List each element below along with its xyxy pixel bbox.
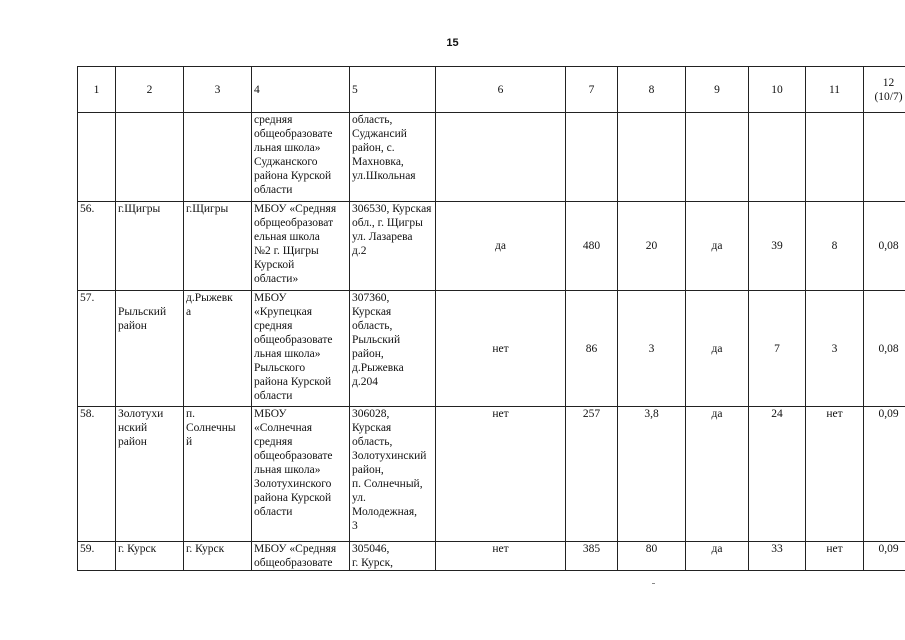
cell-col11: 8 bbox=[806, 202, 864, 291]
scan-artifact bbox=[652, 583, 655, 584]
cell-col11: 3 bbox=[806, 291, 864, 407]
cell-col9 bbox=[686, 113, 749, 202]
cell-settlement: г. Курск bbox=[184, 542, 252, 571]
page-number: 15 bbox=[446, 37, 459, 49]
cell-address: область, Суджансий район, с. Махновка, ул.Школьная bbox=[350, 113, 436, 202]
header-row bbox=[78, 67, 905, 113]
cell-address: 305046, г. Курск, bbox=[350, 542, 436, 571]
cell-school-name: МБОУ «Крупецкая средняя общеобразовате льная школа» Рыльского района Курской области bbox=[252, 291, 350, 407]
cell-col7: 385 bbox=[566, 542, 618, 571]
column-header-4: 4 bbox=[252, 67, 350, 113]
cell-col7: 86 bbox=[566, 291, 618, 407]
cell-col10: 33 bbox=[749, 542, 806, 571]
table-row-58 bbox=[78, 407, 905, 542]
cell-district: Рыльский район bbox=[116, 291, 184, 407]
cell-col6: нет bbox=[436, 291, 566, 407]
table-row-59 bbox=[78, 542, 905, 571]
column-header-5: 5 bbox=[350, 67, 436, 113]
cell-col12: 0,09 bbox=[864, 542, 905, 571]
cell-number bbox=[78, 113, 116, 202]
table-row-continuation bbox=[78, 113, 905, 202]
cell-number: 57. bbox=[78, 291, 116, 407]
cell-school-name: МБОУ «Средняя общеобразовате bbox=[252, 542, 350, 571]
column-header-6: 6 bbox=[436, 67, 566, 113]
cell-col8: 3 bbox=[618, 291, 686, 407]
column-header-8: 8 bbox=[618, 67, 686, 113]
cell-col6: нет bbox=[436, 542, 566, 571]
cell-col10: 7 bbox=[749, 291, 806, 407]
cell-settlement: д.Рыжевк а bbox=[184, 291, 252, 407]
cell-district: Золотухи нский район bbox=[116, 407, 184, 542]
cell-col7: 480 bbox=[566, 202, 618, 291]
cell-settlement: п. Солнечны й bbox=[184, 407, 252, 542]
cell-col11: нет bbox=[806, 407, 864, 542]
data-table bbox=[77, 66, 905, 571]
cell-district: г. Курск bbox=[116, 542, 184, 571]
table-row-56 bbox=[78, 202, 905, 291]
cell-col12: 0,09 bbox=[864, 407, 905, 542]
cell-col9: да bbox=[686, 542, 749, 571]
column-header-1: 1 bbox=[78, 67, 116, 113]
cell-col6 bbox=[436, 113, 566, 202]
cell-col12: 0,08 bbox=[864, 202, 905, 291]
cell-address: 306028, Курская область, Золотухинский район, п. Солнечный, ул. Молодежная, 3 bbox=[350, 407, 436, 542]
cell-col8: 20 bbox=[618, 202, 686, 291]
cell-col8: 3,8 bbox=[618, 407, 686, 542]
cell-school-name: МБОУ «Солнечная средняя общеобразовате льная школа» Золотухинского района Курской области bbox=[252, 407, 350, 542]
cell-district: г.Щигры bbox=[116, 202, 184, 291]
cell-settlement bbox=[184, 113, 252, 202]
cell-address: 306530, Курская обл., г. Щигры ул. Лазарева д.2 bbox=[350, 202, 436, 291]
cell-col12 bbox=[864, 113, 905, 202]
cell-col10: 39 bbox=[749, 202, 806, 291]
column-header-3: 3 bbox=[184, 67, 252, 113]
cell-col8 bbox=[618, 113, 686, 202]
cell-address: 307360, Курская область, Рыльский район, д.Рыжевка д.204 bbox=[350, 291, 436, 407]
table-row-57 bbox=[78, 291, 905, 407]
cell-school-name: средняя общеобразовате льная школа» Суджанского района Курской области bbox=[252, 113, 350, 202]
column-header-12: 12 (10/7) bbox=[864, 67, 905, 113]
cell-col7: 257 bbox=[566, 407, 618, 542]
column-header-7: 7 bbox=[566, 67, 618, 113]
cell-col6: нет bbox=[436, 407, 566, 542]
cell-school-name: МБОУ «Средняя обрщеобразоват ельная школа №2 г. Щигры Курской области» bbox=[252, 202, 350, 291]
cell-col11: нет bbox=[806, 542, 864, 571]
cell-col11 bbox=[806, 113, 864, 202]
cell-col10: 24 bbox=[749, 407, 806, 542]
cell-col8: 80 bbox=[618, 542, 686, 571]
cell-col9: да bbox=[686, 202, 749, 291]
cell-district bbox=[116, 113, 184, 202]
cell-number: 58. bbox=[78, 407, 116, 542]
cell-col7 bbox=[566, 113, 618, 202]
cell-col9: да bbox=[686, 407, 749, 542]
cell-col10 bbox=[749, 113, 806, 202]
cell-settlement: г.Щигры bbox=[184, 202, 252, 291]
column-header-2: 2 bbox=[116, 67, 184, 113]
cell-number: 59. bbox=[78, 542, 116, 571]
cell-col9: да bbox=[686, 291, 749, 407]
column-header-10: 10 bbox=[749, 67, 806, 113]
column-header-9: 9 bbox=[686, 67, 749, 113]
column-header-11: 11 bbox=[806, 67, 864, 113]
cell-col12: 0,08 bbox=[864, 291, 905, 407]
cell-number: 56. bbox=[78, 202, 116, 291]
cell-col6: да bbox=[436, 202, 566, 291]
